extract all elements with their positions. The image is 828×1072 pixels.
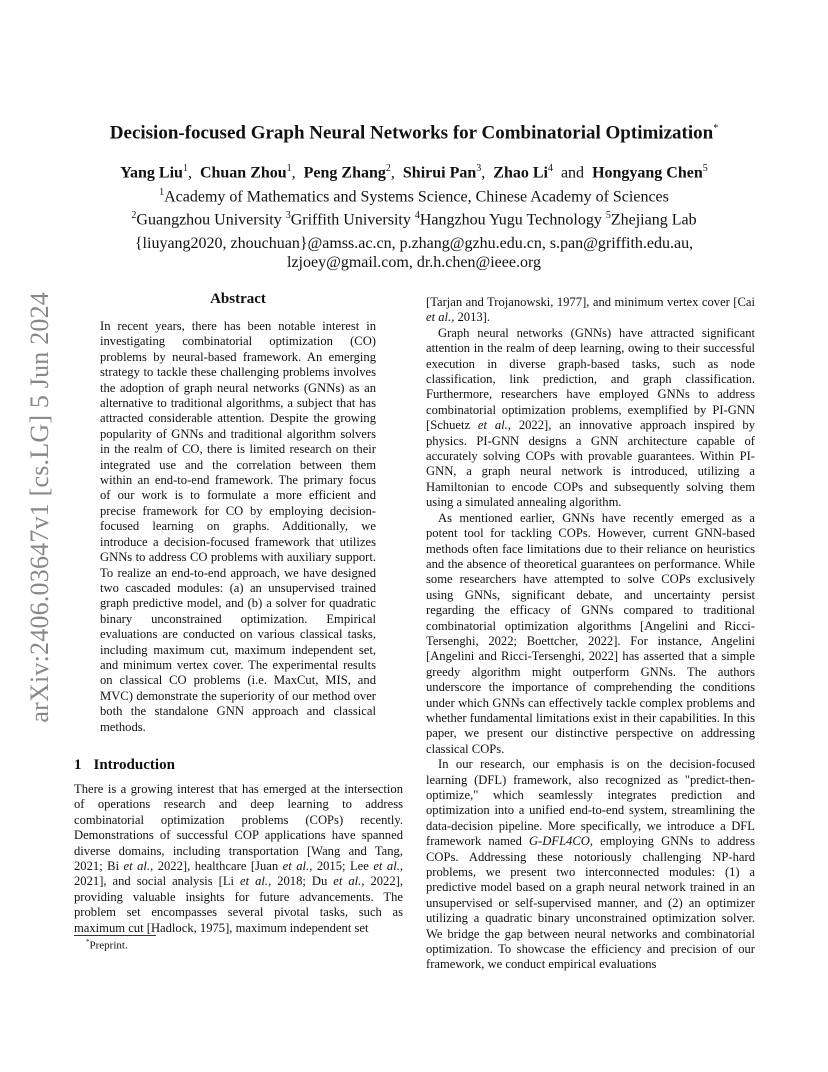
author-affiliation-mark: 5 xyxy=(702,163,708,174)
paragraph xyxy=(426,326,755,511)
footnote-mark: * xyxy=(86,938,90,946)
text-run-italic: et al. xyxy=(477,418,508,433)
abstract-heading: Abstract xyxy=(210,291,266,307)
author-name: Shirui Pan xyxy=(402,164,477,182)
author-separator: , xyxy=(390,164,395,182)
text-run: Graph neural networks (GNNs) have attracted significant attention in the realm of deep learning, owing to their successful execution in diverse graph-based tasks, such as node classification, link prediction, and graph classification. Furthermore, researchers have employed GNNs to address combinatorial optimization problems, exemplified by PI-GNN [Schuetz xyxy=(426,325,755,433)
text-run: , 2015; Lee xyxy=(309,859,374,874)
affiliation-text: Guangzhou University xyxy=(136,211,286,229)
affiliation-mark: 1 xyxy=(159,187,165,198)
text-run-italic: G-DFL4CO xyxy=(529,834,590,849)
author-affiliation-mark: 1 xyxy=(182,163,188,174)
author-list xyxy=(74,158,754,184)
footnote-text: Preprint. xyxy=(89,939,128,952)
abstract-text: In recent years, there has been notable interest in investigating combinatorial optimization (CO) problems by neural-based framework. An emerging strategy to tackle these challenging problems involves the adoption of graph neural networks (GNNs) as an alternative to traditional algorithms, a subject that has attracted considerable attention. Despite the growing popularity of GNNs and traditional algorithm solvers in the realm of CO, there is limited research on their integrated use and the correlation between them within an end-to-end framework. The primary focus of our work is to formulate a more efficient and precise framework for CO by employing decision-focused learning on graphs. Additionally, we introduce a decision-focused framework that utilizes GNNs to address CO problems with auxiliary support. To realize an end-to-end approach, we have designed two cascaded modules: (a) an unsupervised trained graph predictive model, and (b) a solver for quadratic binary unconstrained optimization. Empirical evaluations are conducted on various classical tasks, including maximum cut, maximum independent set, and minimum vertex cover. The experimental results on classical CO problems (i.e. MaxCut, MIS, and MVC) demonstrate the superiority of our method over both the standalone GNN approach and classical methods. xyxy=(100,319,376,734)
text-run: , 2018; Du xyxy=(268,874,334,889)
paragraph xyxy=(426,295,755,326)
affiliation-text: Academy of Mathematics and Systems Science, Chinese Academy of Sciences xyxy=(164,188,669,206)
affiliation-text: Griffith University xyxy=(290,211,415,229)
paper-title xyxy=(74,117,754,145)
right-column xyxy=(426,295,755,973)
text-run: , 2013]. xyxy=(451,310,491,325)
author-name: Chuan Zhou xyxy=(199,164,287,182)
author-separator: , xyxy=(481,164,486,182)
title-text: Decision-focused Graph Neural Networks for Combinatorial Optimization xyxy=(109,122,714,144)
author-separator: , xyxy=(187,164,192,182)
text-run: , 2021], and social analysis [Li xyxy=(74,859,403,889)
affiliation-mark: 4 xyxy=(414,210,420,222)
author-affiliation-mark: 1 xyxy=(286,163,292,174)
text-run-italic: et al. xyxy=(123,859,151,874)
text-run: In our research, our emphasis is on the decision-focused learning (DFL) framework, also recognized as "predict-then-optimize," which seamlessly integrates prediction and optimization into a unified end-to-end system, streamlining the data-decision pipeline. More specifically, we introduce a DFL framework named xyxy=(426,757,755,849)
affiliation-mark: 2 xyxy=(131,210,137,222)
section-heading xyxy=(74,757,175,774)
author-name: Zhao Li xyxy=(493,164,548,182)
affiliation-line xyxy=(74,206,754,229)
text-run-italic: et al. xyxy=(240,874,269,889)
footnote-rule xyxy=(74,935,156,936)
section-title: Introduction xyxy=(93,757,175,773)
paragraph xyxy=(426,757,755,973)
arxiv-identifier: arXiv:2406.03647v1 [cs.LG] 5 Jun 2024 xyxy=(25,291,54,723)
text-run-italic: et al. xyxy=(426,310,452,325)
text-run: , 2022], an innovative approach inspired by physics. PI-GNN designs a GNN architecture capable of accurately solving COPs with provable guarantees. Within PI-GNN, a graph neural network is introduced, utilizing a Hamiltonian to encode COPs and subsequently solving them using a simulated annealing algorithm. xyxy=(426,418,755,510)
affiliation-text: Hangzhou Yugu Technology xyxy=(419,211,606,229)
author-name: Yang Liu xyxy=(120,164,183,182)
text-run-italic: et al. xyxy=(373,859,400,874)
email-line: {liuyang2020, zhouchuan}@amss.ac.cn, p.zhang@gzhu.edu.cn, s.pan@griffith.edu.au, xyxy=(134,234,694,252)
text-run: , 2022], providing valuable insights for future advancements. The problem set encompasses several pivotal tasks, such as maximum cut [Hadlock, 1975], maximum independent set xyxy=(74,874,403,935)
author-separator: , xyxy=(291,164,296,182)
text-run: , employing GNNs to address COPs. Addressing these notoriously challenging NP-hard problems, we present two interconnected modules: (1) a predictive model based on a graph neural network trained in an unsupervised or self-supervised manner, and (2) an optimizer utilizing a quadratic binary unconstrained optimization solver. We bridge the gap between neural networks and combinatorial optimization. To showcase the efficiency and precision of our framework, we conduct empirical evaluations xyxy=(426,834,755,972)
author-name: Hongyang Chen xyxy=(592,164,703,182)
title-footnote-mark: * xyxy=(713,123,719,134)
author-affiliation-mark: 3 xyxy=(476,163,482,174)
text-run-italic: et al. xyxy=(333,874,362,889)
email-line: lzjoey@gmail.com, dr.h.chen@ieee.org xyxy=(287,253,541,271)
author-affiliation-mark: 4 xyxy=(547,163,553,174)
section-number: 1 xyxy=(74,757,82,773)
affiliation-mark: 3 xyxy=(285,210,291,222)
affiliation-text: Zhejiang Lab xyxy=(610,211,697,229)
author-affiliation-mark: 2 xyxy=(385,163,391,174)
arxiv-sidebar-stamp xyxy=(22,291,58,723)
author-conjunction: and xyxy=(560,164,585,182)
intro-paragraph xyxy=(74,782,403,936)
text-run-italic: et al. xyxy=(282,859,310,874)
footnote xyxy=(86,938,128,952)
author-name: Peng Zhang xyxy=(303,164,386,182)
text-run: , 2022], healthcare [Juan xyxy=(150,859,283,874)
affiliation-mark: 5 xyxy=(605,210,611,222)
paragraph: As mentioned earlier, GNNs have recently emerged as a potent tool for tackling COPs. However, current GNN-based methods often face limitations due to their reliance on heuristics and the absence of theoretical guarantees on performance. While some researchers have attempted to solve COPs exclusively using GNNs, significant debate, and uncertainty persist regarding the efficacy of GNNs compared to traditional combinatorial optimization algorithms [Angelini and Ricci-Tersenghi, 2022; Boettcher, 2022]. For instance, Angelini [Angelini and Ricci-Tersenghi, 2022] has asserted that a simple greedy algorithm might outperform GNNs. The authors underscore the importance of comprehending the conditions under which GNNs can effectively tackle complex problems and whether fundamental limitations exist in their capabilities. In this paper, we present our distinctive perspective on addressing classical COPs. xyxy=(426,510,755,756)
abstract-body xyxy=(100,319,376,735)
text-run: [Tarjan and Trojanowski, 1977], and minimum vertex cover [Cai xyxy=(426,295,755,309)
affiliations-block xyxy=(74,183,754,272)
text-run: There is a growing interest that has emerged at the intersection of operations research and deep learning to address combinatorial optimization problems (COPs) recently. Demonstrations of successful COP applications have spanned diverse domains, including transportation [Wang and Tang, 2021; Bi xyxy=(74,782,403,874)
affiliation-line xyxy=(74,183,754,206)
